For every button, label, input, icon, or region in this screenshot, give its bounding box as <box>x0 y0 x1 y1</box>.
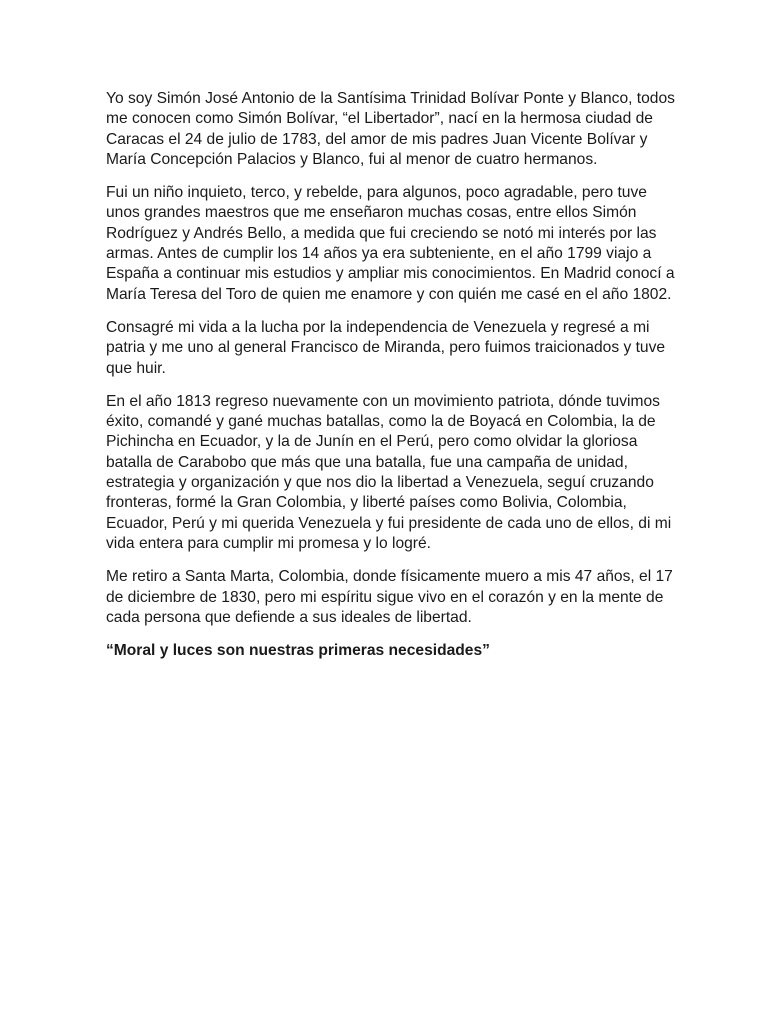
paragraph-line: que huir. <box>106 359 166 377</box>
paragraph-line: Ecuador, Perú y mi querida Venezuela y fui presidente de cada uno de ellos, di mi <box>106 514 672 532</box>
paragraph-line: María Teresa del Toro de quien me enamore y con quién me casé en el año 1802. <box>106 285 672 303</box>
paragraph-line: estrategia y organización y que nos dio la libertad a Venezuela, seguí cruzando <box>106 474 654 492</box>
document-body <box>106 89 675 674</box>
paragraph-line: fronteras, formé la Gran Colombia, y liberté países como Bolivia, Colombia, <box>106 494 627 512</box>
paragraph-5 <box>106 567 673 628</box>
paragraph-line: Pichincha en Ecuador, y la de Junín en el Perú, pero como olvidar la gloriosa <box>106 433 638 451</box>
paragraph-line: unos grandes maestros que me enseñaron muchas cosas, entre ellos Simón <box>106 204 637 222</box>
paragraph-line: cada persona que defiende a sus ideales de libertad. <box>106 608 472 626</box>
paragraph-line: España a continuar mis estudios y ampliar mis conocimientos. En Madrid conocí a <box>106 265 675 283</box>
paragraph-line: María Concepción Palacios y Blanco, fui al menor de cuatro hermanos. <box>106 150 598 168</box>
paragraph-line: batalla de Carabobo que más que una batalla, fue una campaña de unidad, <box>106 453 628 471</box>
paragraph-line: patria y me uno al general Francisco de Miranda, pero fuimos traicionados y tuve <box>106 339 666 357</box>
paragraph-line: Me retiro a Santa Marta, Colombia, donde físicamente muero a mis 47 años, el 17 <box>106 568 673 586</box>
paragraph-line: Fui un niño inquieto, terco, y rebelde, para algunos, poco agradable, pero tuve <box>106 184 647 202</box>
paragraph-line: Caracas el 24 de julio de 1783, del amor de mis padres Juan Vicente Bolívar y <box>106 130 648 148</box>
paragraph-4 <box>106 392 672 554</box>
paragraph-line: Rodríguez y Andrés Bello, a medida que fui creciendo se notó mi interés por las <box>106 224 657 242</box>
paragraph-2 <box>106 183 675 305</box>
paragraph-line: me conocen como Simón Bolívar, “el Libertador”, nací en la hermosa ciudad de <box>106 110 653 128</box>
paragraph-line: Yo soy Simón José Antonio de la Santísima Trinidad Bolívar Ponte y Blanco, todos <box>106 90 675 107</box>
closing-quote: “Moral y luces son nuestras primeras necesidades” <box>106 642 490 660</box>
paragraph-3 <box>106 318 666 379</box>
paragraph-line: éxito, comandé y gané muchas batallas, como la de Boyacá en Colombia, la de <box>106 413 656 431</box>
paragraph-1 <box>106 89 675 170</box>
paragraph-line: Consagré mi vida a la lucha por la independencia de Venezuela y regresé a mi <box>106 318 650 336</box>
paragraph-line: vida entera para cumplir mi promesa y lo logré. <box>106 534 432 552</box>
paragraph-line: armas. Antes de cumplir los 14 años ya era subteniente, en el año 1799 viajo a <box>106 245 652 263</box>
paragraph-line: En el año 1813 regreso nuevamente con un movimiento patriota, dónde tuvimos <box>106 392 660 410</box>
paragraph-line: de diciembre de 1830, pero mi espíritu sigue vivo en el corazón y en la mente de <box>106 588 664 606</box>
